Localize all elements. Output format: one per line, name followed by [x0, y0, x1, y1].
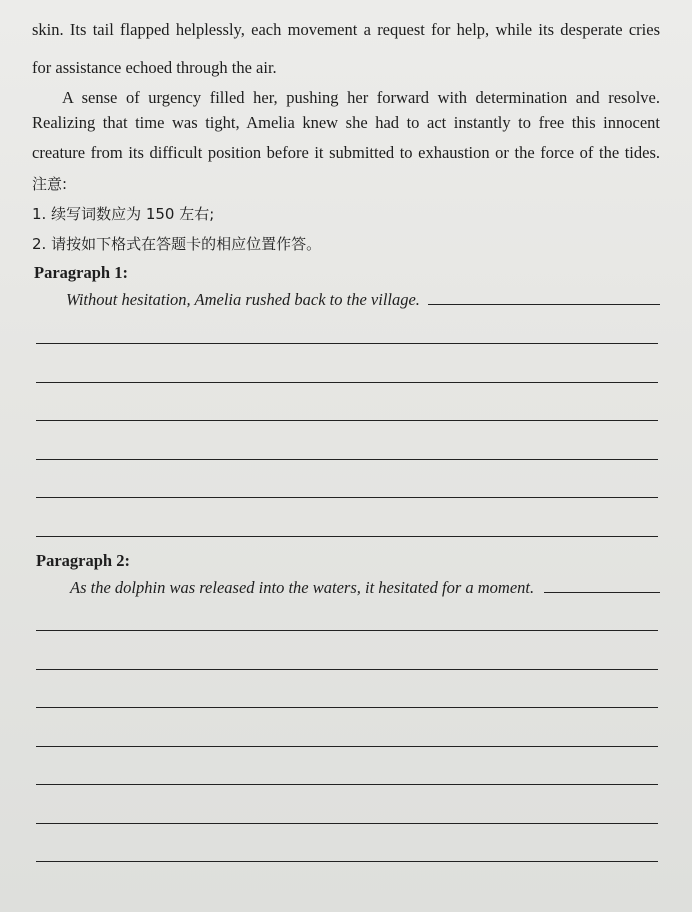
passage-line: A sense of urgency filled her, pushing her forward with determination and resolve. — [62, 88, 660, 107]
paragraph1-blank[interactable] — [428, 303, 660, 305]
paragraph2-answer-line[interactable] — [36, 784, 658, 785]
passage-line: for assistance echoed through the air. — [32, 58, 277, 77]
paragraph2-answer-line[interactable] — [36, 630, 658, 631]
notes-title: 注意: — [32, 175, 68, 193]
paragraph1-answer-line[interactable] — [36, 420, 658, 421]
paragraph1-answer-line[interactable] — [36, 459, 658, 460]
passage-line: creature from its difficult position before it submitted to exhaustion or the force of the tides. — [32, 143, 660, 162]
passage-line: skin. Its tail flapped helplessly, each movement a request for help, while its desperate cries — [32, 20, 660, 39]
paragraph1-answer-line[interactable] — [36, 497, 658, 498]
paragraph1-heading: Paragraph 1: — [34, 263, 128, 282]
note-item: 2. 请按如下格式在答题卡的相应位置作答。 — [32, 235, 322, 253]
paragraph1-opening — [66, 290, 660, 310]
paragraph2-blank[interactable] — [544, 591, 660, 593]
paragraph2-opening-text: As the dolphin was released into the waters, it hesitated for a moment. — [70, 578, 535, 597]
passage-line: Realizing that time was tight, Amelia knew she had to act instantly to free this innocent — [32, 113, 660, 132]
paragraph2-answer-line[interactable] — [36, 746, 658, 747]
paragraph1-answer-line[interactable] — [36, 536, 658, 537]
paragraph2-answer-line[interactable] — [36, 707, 658, 708]
paragraph1-opening-text: Without hesitation, Amelia rushed back to the village. — [66, 290, 420, 309]
paragraph2-opening — [70, 578, 660, 598]
paragraph1-answer-line[interactable] — [36, 343, 658, 344]
paragraph2-answer-line[interactable] — [36, 669, 658, 670]
note-item: 1. 续写词数应为 150 左右; — [32, 205, 215, 223]
paragraph2-heading: Paragraph 2: — [36, 551, 130, 570]
paragraph2-answer-line[interactable] — [36, 861, 658, 862]
paragraph1-answer-line[interactable] — [36, 382, 658, 383]
paragraph2-answer-line[interactable] — [36, 823, 658, 824]
